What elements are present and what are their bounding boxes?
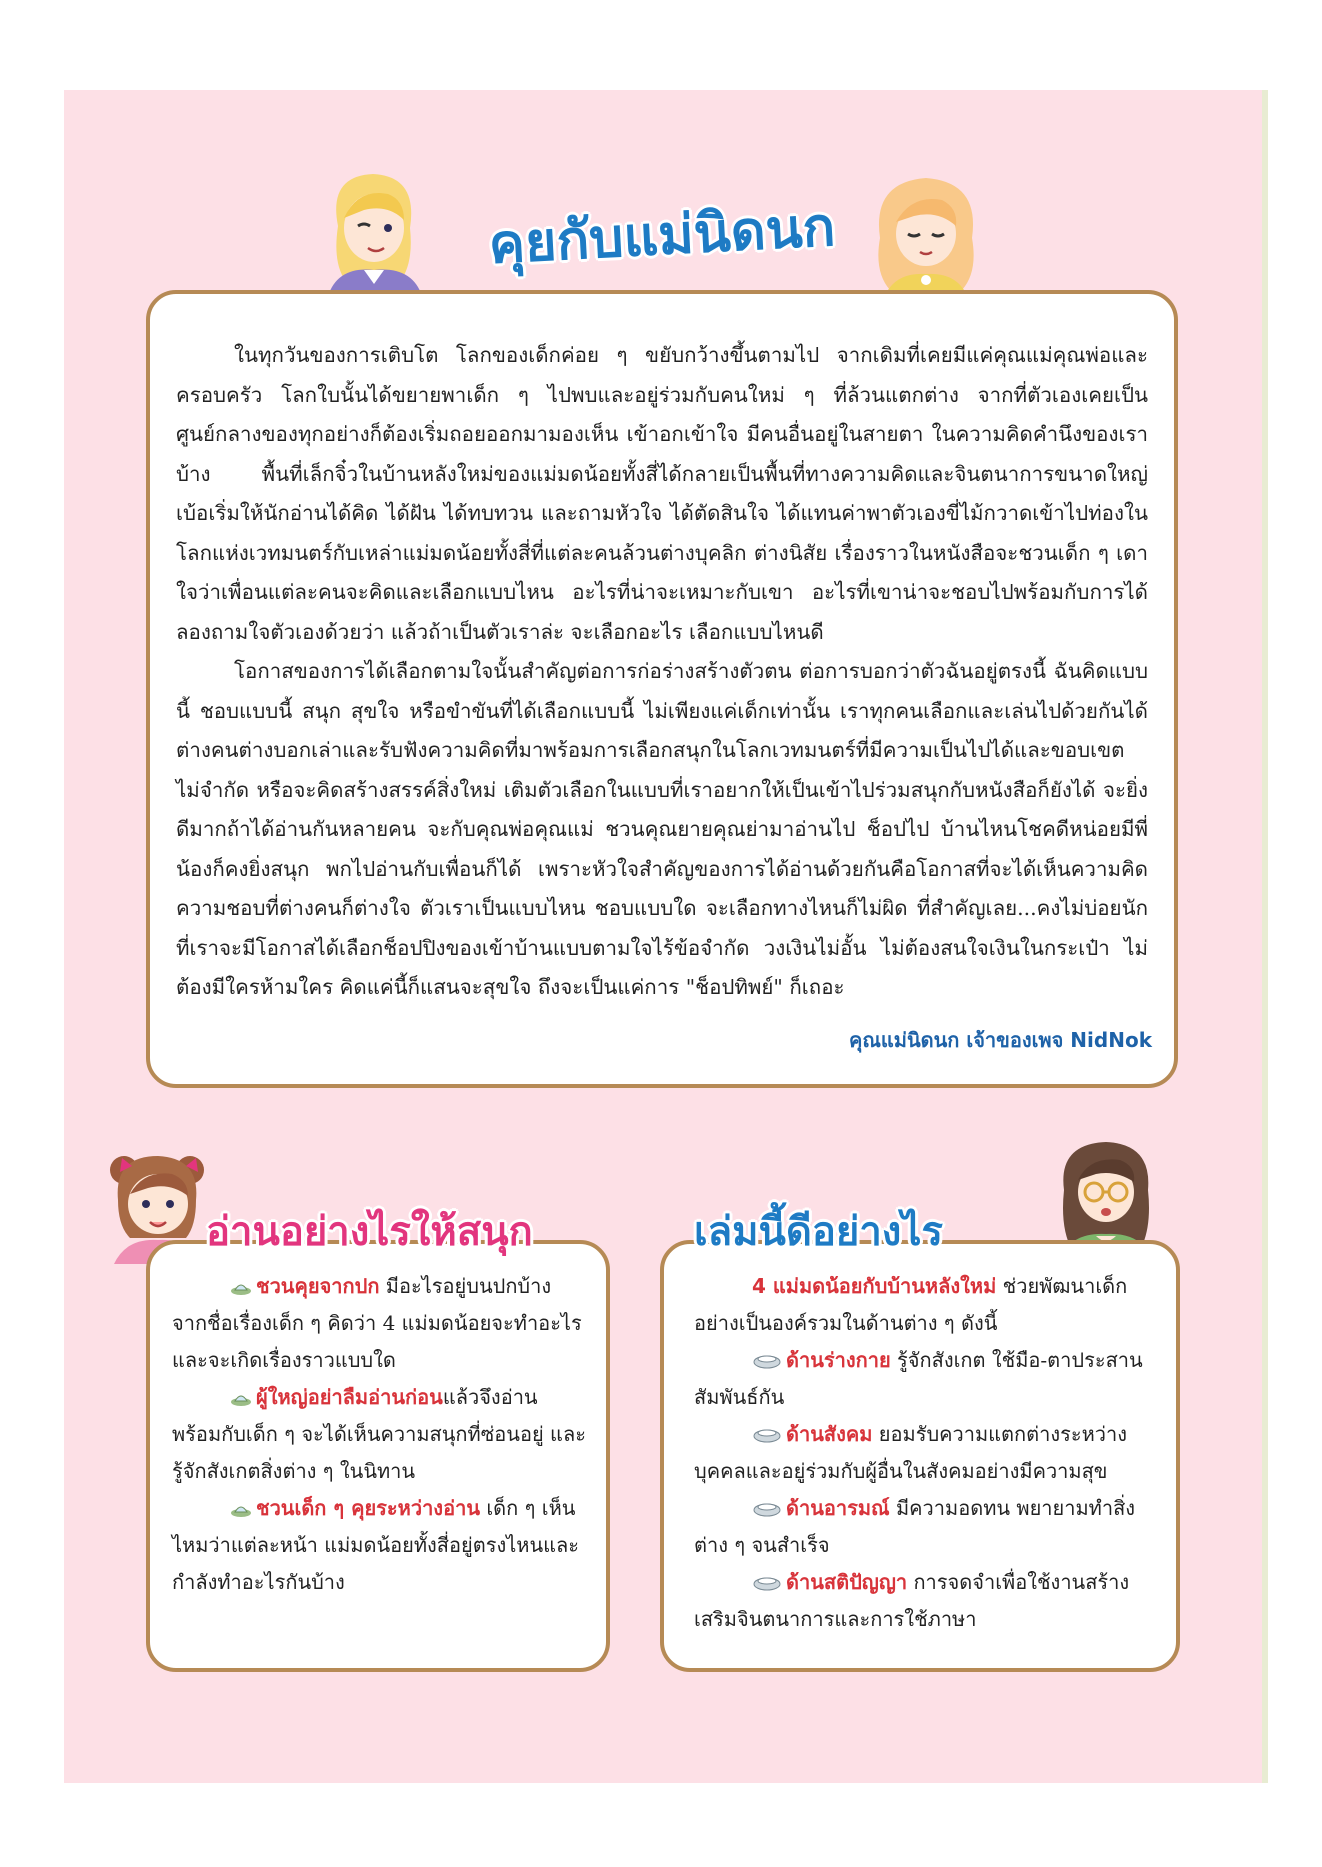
list-item: [172, 1379, 586, 1490]
how-to-read-title: อ่านอย่างไรให้สนุก: [206, 1209, 533, 1255]
book-name-highlight: 4 แม่มดน้อยกับบ้านหลังใหม่: [752, 1274, 997, 1298]
item-highlight: ด้านอารมณ์: [786, 1496, 890, 1520]
item-text: รู้จักสังเกต ใช้มือ-ตาประสานสัมพันธ์กัน: [694, 1348, 1143, 1409]
signature: คุณแม่นิดนก เจ้าของเพจ NidNok: [848, 1028, 1152, 1052]
item-highlight: ชวนคุยจากปก: [256, 1274, 380, 1298]
flying-saucer-icon: [230, 1280, 252, 1296]
page-edge: [1262, 90, 1268, 1783]
why-good-title: เล่มนี้ดีอย่างไร: [694, 1209, 943, 1255]
why-good-list: [694, 1268, 1154, 1638]
list-item: [694, 1342, 1154, 1416]
cauldron-icon: [752, 1352, 782, 1370]
flying-saucer-icon: [230, 1502, 252, 1518]
intro-paragraph-2: โอกาสของการได้เลือกตามใจนั้นสำคัญต่อการก่อร่างสร้างตัวตน ต่อการบอกว่าตัวฉันอยู่ตรงนี้ ฉันคิดแบบนี้ ชอบแบบนี้ สนุก สุขใจ หรือขำขันที่ได้เลือกแบบนี้ ไม่เพียงแค่เด็กเท่านั้น เราทุกคนเลือกและเล่นไปด้วยกันได้ ต่างคนต่างบอกเล่าและรับฟังความคิดที่มาพร้อมการเลือกสนุกในโลกเวทมนตร์ที่มีความเป็นไปได้และขอบเขตไม่จำกัด หรือจะคิดสร้างสรรค์สิ่งใหม่ เติมตัวเลือกในแบบที่เราอยากให้เป็นเข้าไปร่วมสนุกกับหนังสือก็ยังได้ จะยิ่งดีมากถ้าได้อ่านกันหลายคน จะกับคุณพ่อคุณแม่ ชวนคุณยายคุณย่ามาอ่านไป ช็อปไป บ้านไหนโชคดีหน่อยมีพี่น้องก็คงยิ่งสนุก พกไปอ่านกับเพื่อนก็ได้ เพราะหัวใจสำคัญของการได้อ่านด้วยกันคือโอกาสที่จะได้เห็นความคิด ความชอบที่ต่างคนก็ต่างใจ ตัวเราเป็นแบบไหน ชอบแบบใด จะเลือกทางไหนก็ไม่ผิด ที่สำคัญเลย...คงไม่บ่อยนักที่เราจะมีโอกาสได้เลือกช็อปปิงของเข้าบ้านแบบตามใจไร้ข้อจำกัด วงเงินไม่อั้น ไม่ต้องสนใจเงินในกระเป๋า ไม่ต้องมีใครห้ามใคร คิดแค่นี้ก็แสนจะสุขใจ ถึงจะเป็นแค่การ "ช็อปทิพย์" ก็เถอะ: [176, 659, 1148, 999]
item-text: การจดจำเพื่อใช้งานสร้างเสริมจินตนาการและการใช้ภาษา: [694, 1570, 1130, 1631]
cauldron-icon: [752, 1500, 782, 1518]
list-item: [172, 1490, 586, 1601]
intro-paragraph-1: ในทุกวันของการเติบโต โลกของเด็กค่อย ๆ ขยับกว้างขึ้นตามไป จากเดิมที่เคยมีแค่คุณแม่คุณพ่อและครอบครัว โลกใบนั้นได้ขยายพาเด็ก ๆ ไปพบและอยู่ร่วมกับคนใหม่ ๆ ที่ล้วนแตกต่าง จากที่ตัวเองเคยเป็นศูนย์กลางของทุกอย่างก็ต้องเริ่มถอยออกมามองเห็น เข้าอกเข้าใจ มีคนอื่นอยู่ในสายตา ในความคิดคำนึงของเราบ้าง พื้นที่เล็กจิ๋วในบ้านหลังใหม่ของแม่มดน้อยทั้งสี่ได้กลายเป็นพื้นที่ทางความคิดและจินตนาการขนาดใหญ่เบ้อเริ่มให้นักอ่านได้คิด ได้ฝัน ได้ทบทวน และถามหัวใจ ได้ตัดสินใจ ได้แทนค่าพาตัวเองขี่ไม้กวาดเข้าไปท่องในโลกแห่งเวทมนตร์กับเหล่าแม่มดน้อยทั้งสี่ที่แต่ละคนล้วนต่างบุคลิก ต่างนิสัย เรื่องราวในหนังสือจะชวนเด็ก ๆ เดาใจว่าเพื่อนแต่ละคนจะคิดและเลือกแบบไหน อะไรที่น่าจะเหมาะกับเขา อะไรที่เขาน่าจะชอบไปพร้อมกับการได้ลองถามใจตัวเองด้วยว่า แล้วถ้าเป็นตัวเราล่ะ จะเลือกอะไร เลือกแบบไหนดี: [176, 343, 1148, 644]
witch-blonde-icon: [318, 166, 428, 296]
main-title: คุยกับแม่นิดนก: [487, 194, 837, 277]
intro-item-text: ช่วยพัฒนาเด็กอย่างเป็นองค์รวมในด้านต่าง ๆ ดังนี้: [694, 1274, 1128, 1335]
item-text: เด็ก ๆ เห็นไหมว่าแต่ละหน้า แม่มดน้อยทั้งสี่อยู่ตรงไหนและกำลังทำอะไรกันบ้าง: [172, 1496, 580, 1594]
item-highlight: ชวนเด็ก ๆ คุยระหว่างอ่าน: [256, 1496, 480, 1520]
witch-curly-icon: [866, 168, 986, 298]
item-text: แล้วจึงอ่านพร้อมกับเด็ก ๆ จะได้เห็นความสนุกที่ซ่อนอยู่ และรู้จักสังเกตสิ่งต่าง ๆ ในนิทาน: [172, 1385, 586, 1483]
intro-text: [176, 336, 1148, 1008]
intro-item: [694, 1268, 1154, 1342]
item-text: มีอะไรอยู่บนปกบ้าง จากชื่อเรื่องเด็ก ๆ คิดว่า 4 แม่มดน้อยจะทำอะไร และจะเกิดเรื่องราวแบบใด: [172, 1274, 582, 1372]
cauldron-icon: [752, 1574, 782, 1592]
item-highlight: ผู้ใหญ่อย่าลืมอ่านก่อน: [256, 1385, 443, 1409]
item-highlight: ด้านสติปัญญา: [786, 1570, 908, 1594]
item-highlight: ด้านสังคม: [786, 1422, 873, 1446]
item-text: มีความอดทน พยายามทำสิ่งต่าง ๆ จนสำเร็จ: [694, 1496, 1136, 1557]
item-text: ยอมรับความแตกต่างระหว่างบุคคลและอยู่ร่วมกับผู้อื่นในสังคมอย่างมีความสุข: [694, 1422, 1128, 1483]
list-item: [172, 1268, 586, 1379]
flying-saucer-icon: [230, 1391, 252, 1407]
list-item: [694, 1564, 1154, 1638]
cauldron-icon: [752, 1426, 782, 1444]
list-item: [694, 1416, 1154, 1490]
item-highlight: ด้านร่างกาย: [786, 1348, 891, 1372]
list-item: [694, 1490, 1154, 1564]
how-to-read-list: [172, 1268, 586, 1601]
witch-glasses-icon: [1050, 1128, 1160, 1258]
